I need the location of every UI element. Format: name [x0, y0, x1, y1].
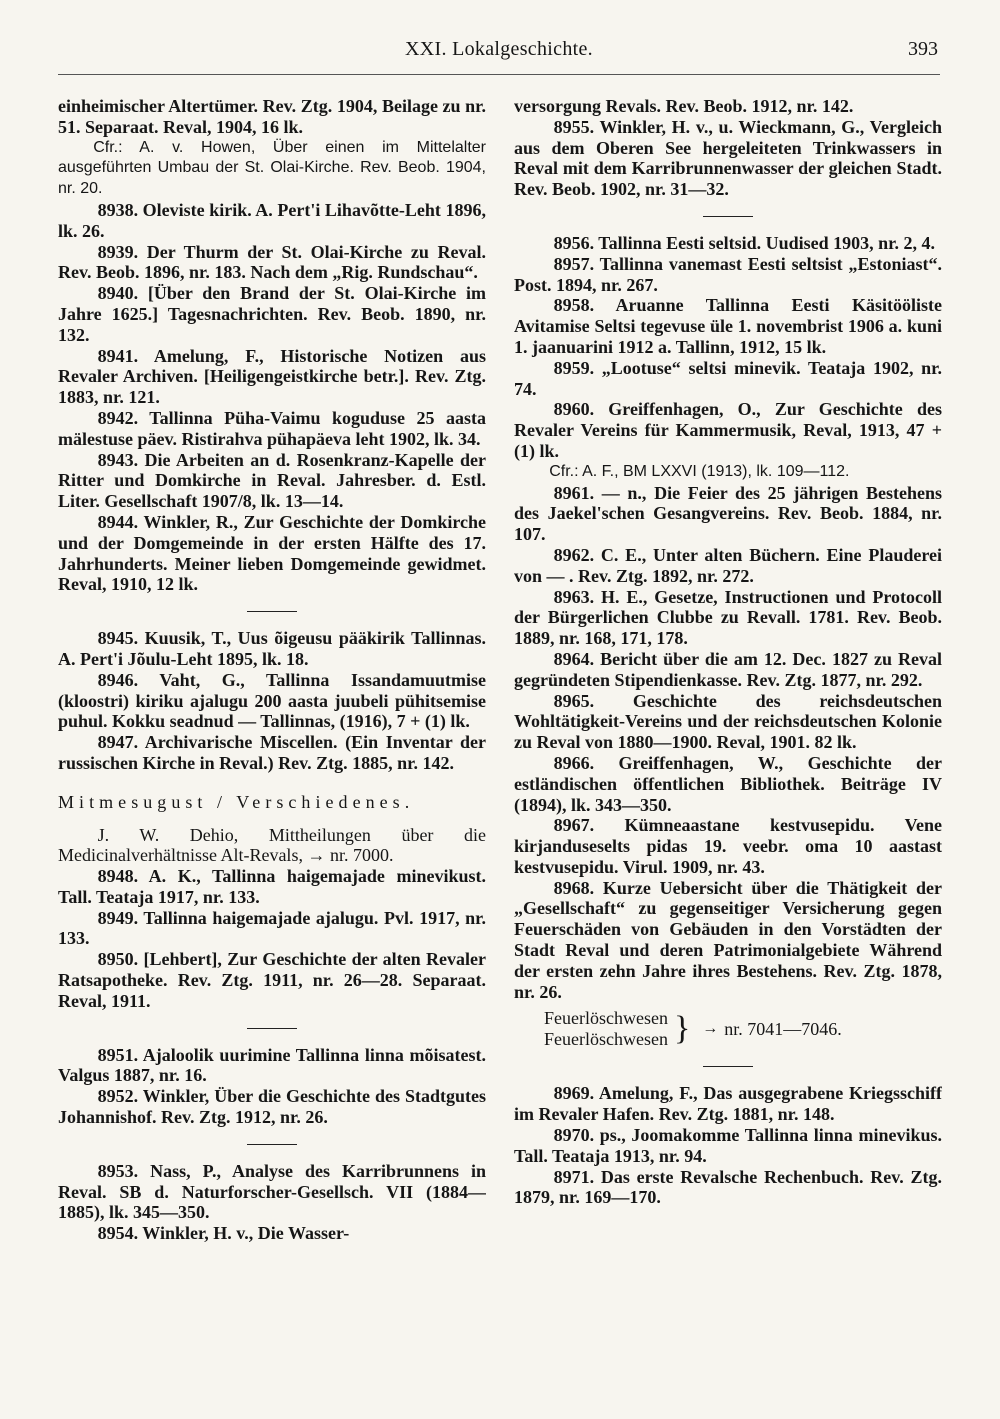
section-divider	[703, 1066, 753, 1067]
cross-reference-block	[544, 1008, 942, 1050]
arrow-right-icon: →	[702, 1020, 719, 1038]
cross-reference-note: Cfr.: A. F., BM LXXVI (1913), lk. 109—112.	[549, 462, 850, 480]
bibliography-entry-8945: 8945. Kuusik, T., Uus õigeusu pääkirik Tallinnas. A. Pert'i Jõulu-Leht 1895, lk. 18.	[58, 628, 486, 669]
bibliography-entry-8948: 8948. A. K., Tallinna haigemajade minevikust. Tall. Teataja 1917, nr. 133.	[58, 866, 486, 907]
cross-reference-term: Feuerlöschwesen	[544, 1029, 668, 1050]
bibliography-entry-8954: 8954. Winkler, H. v., Die Wasser-	[97, 1223, 350, 1244]
section-divider	[247, 1028, 297, 1029]
page-title: XXI. Lokalgeschichte.	[405, 38, 593, 60]
bibliography-entry-8963: 8963. H. E., Gesetze, Instructionen und Protocoll der Bürgerlichen Clubbe zu Revall. 1781. Rev. Beob. 1889, nr. 168, 171, 178.	[514, 586, 942, 649]
section-divider	[247, 1144, 297, 1145]
bibliography-entry-8941: 8941. Amelung, F., Historische Notizen aus Revaler Archiven. [Heiligengeistkirche betr.]. Rev. Ztg. 1883, nr. 121.	[58, 345, 486, 408]
bibliography-entry-8939: 8939. Der Thurm der St. Olai-Kirche zu Reval. Rev. Beob. 1896, nr. 183. Nach dem „Rig. Rundschau“.	[58, 241, 486, 283]
cross-reference-term: Feuerlöschwesen	[544, 1008, 668, 1029]
bibliography-entry-8940: 8940. [Über den Brand der St. Olai-Kirche im Jahre 1625.] Tagesnachrichten. Rev. Beob. 1890, nr. 132.	[58, 283, 486, 345]
bibliography-entry-8961: 8961. — n., Die Feier des 25 jährigen Bestehens des Jaekel'schen Gesangvereins. Rev. Beob. 1884, nr. 107.	[514, 482, 942, 545]
section-divider	[703, 216, 753, 217]
bibliography-entry-8960: 8960. Greiffenhagen, O., Zur Geschichte des Revaler Vereins für Kammermusik, Reval, 1913, 47 + (1) lk.	[514, 399, 942, 461]
right-column	[514, 96, 942, 1396]
bibliography-entry-8951: 8951. Ajaloolik uurimine Tallinna linna mõisatest. Valgus 1887, nr. 16.	[58, 1044, 486, 1086]
bibliography-entry-8946: 8946. Vaht, G., Tallinna Issandamuutmise (kloostri) kiriku ajalugu 200 aasta juubeli pühitsemise puhul. Kokku seadnud — Tallinnas, (1916), 7 + (1) lk.	[58, 669, 486, 732]
bibliography-entry-8971: 8971. Das erste Revalsche Rechenbuch. Rev. Ztg. 1879, nr. 169—170.	[514, 1166, 942, 1208]
bibliography-reference-dehio: J. W. Dehio, Mittheilungen über die Medicinalverhältnisse Alt-Revals, → nr. 7000.	[58, 824, 486, 866]
bibliography-entry-continuation: versorgung Revals. Rev. Beob. 1912, nr. 142.	[514, 96, 854, 116]
cross-reference-note: Cfr.: A. v. Howen, Über einen im Mittelalter ausgeführten Umbau der St. Olai-Kirche. Rev. Beob. 1904, nr. 20.	[58, 138, 486, 198]
bibliography-entry-8949: 8949. Tallinna haigemajade ajalugu. Pvl. 1917, nr. 133.	[58, 907, 486, 949]
section-heading: Mitmesugust / Verschiedenes.	[58, 791, 415, 812]
page-number: 393	[908, 38, 938, 60]
bibliography-entry-8959: 8959. „Lootuse“ seltsi minevik. Teataja 1902, nr. 74.	[514, 357, 942, 399]
bibliography-entry-8969: 8969. Amelung, F., Das ausgegrabene Kriegsschiff im Revaler Hafen. Rev. Ztg. 1881, nr. 148.	[514, 1083, 942, 1125]
bibliography-entry-8942: 8942. Tallinna Püha-Vaimu koguduse 25 aasta mälestuse päev. Ristirahva pühapäeva leht 1902, lk. 34.	[58, 407, 486, 449]
section-divider	[247, 611, 297, 612]
bibliography-entry-8962: 8962. C. E., Unter alten Büchern. Eine Plauderei von — . Rev. Ztg. 1892, nr. 272.	[514, 544, 942, 586]
bibliography-entry-8938: 8938. Oleviste kirik. A. Pert'i Lihavõtte-Leht 1896, lk. 26.	[58, 199, 486, 241]
bibliography-entry-8957: 8957. Tallinna vanemast Eesti seltsist „Estoniast“. Post. 1894, nr. 267.	[514, 253, 942, 295]
cross-reference-terms	[544, 1008, 668, 1050]
bibliography-entry-8958: 8958. Aruanne Tallinna Eesti Käsitööliste Avitamise Seltsi tegevuse üle 1. novembrist 1906 a. kuni 1. jaanuarini 1912 a. Tallinn, 1912, 15 lk.	[514, 295, 942, 357]
bibliography-entry-8955: 8955. Winkler, H. v., u. Wieckmann, G., Vergleich aus dem Oberen See hergeleiteten Trinkwassers in Reval mit dem Karribrunnenwasser der gleichen Stadt. Rev. Beob. 1902, nr. 31—32.	[514, 116, 942, 200]
bibliography-entry-8944: 8944. Winkler, R., Zur Geschichte der Domkirche und der Domgemeinde in der ersten Hälfte des 17. Jahrhunderts. Meiner lieben Domgemeinde gewidmet. Reval, 1910, 12 lk.	[58, 511, 486, 595]
bibliography-entry-8943: 8943. Die Arbeiten an d. Rosenkranz-Kapelle der Ritter und Domkirche in Reval. Jahresber. d. Estl. Liter. Gesellschaft 1907/8, lk. 13—14.	[58, 449, 486, 512]
bibliography-entry-8956: 8956. Tallinna Eesti seltsid. Uudised 1903, nr. 2, 4.	[553, 232, 936, 253]
bibliography-entry-8968: 8968. Kurze Uebersicht über die Thätigkeit der „Gesellschaft“ zu gegenseitiger Versicherung gegen Feuerschäden von Gebäuden in den Vorstädten der Stadt Reval und deren Patrimonialgebiete Während der ersten zehn Jahre ihres Bestehens. Rev. Ztg. 1878, nr. 26.	[514, 877, 942, 1002]
bibliography-entry-8952: 8952. Winkler, Über die Geschichte des Stadtgutes Johannishof. Rev. Ztg. 1912, nr. 26.	[58, 1086, 486, 1128]
bibliography-entry-8950: 8950. [Lehbert], Zur Geschichte der alten Revaler Ratsapotheke. Rev. Ztg. 1911, nr. 26—28. Separaat. Reval, 1911.	[58, 949, 486, 1011]
running-header	[58, 34, 940, 75]
bibliography-entry-8967: 8967. Kümneaastane kestvusepidu. Vene kirjanduseselts pidas 19. veebr. oma 10 aastast kestvusepidu. Virul. 1909, nr. 43.	[514, 815, 942, 877]
bibliography-entry-8953: 8953. Nass, P., Analyse des Karribrunnens in Reval. SB d. Naturforscher-Gesellsch. VII (1884—1885), lk. 345—350.	[58, 1160, 486, 1223]
bibliography-entry-continuation: einheimischer Altertümer. Rev. Ztg. 1904, Beilage zu nr. 51. Separaat. Reval, 1904, 16 lk.	[58, 96, 486, 137]
bibliography-entry-8947: 8947. Archivarische Miscellen. (Ein Inventar der russischen Kirche in Reval.) Rev. Ztg. 1885, nr. 142.	[58, 732, 486, 773]
bibliography-entry-8966: 8966. Greiffenhagen, W., Geschichte der estländischen öffentlichen Bibliothek. Beiträge IV (1894), lk. 343—350.	[514, 752, 942, 815]
bibliography-entry-8970: 8970. ps., Joomakomme Tallinna linna minevikus. Tall. Teataja 1913, nr. 94.	[514, 1125, 942, 1166]
cross-reference-target: nr. 7041—7046.	[724, 1019, 842, 1040]
left-column	[58, 96, 486, 1396]
bibliography-entry-8965: 8965. Geschichte des reichsdeutschen Wohltätigkeit-Vereins und der reichsdeutschen Kolonie zu Reval von 1880—1900. Reval, 1901. 82 lk.	[514, 690, 942, 753]
bibliography-entry-8964: 8964. Bericht über die am 12. Dec. 1827 zu Reval gegründeten Stipendienkasse. Rev. Ztg. 1877, nr. 292.	[514, 648, 942, 690]
brace-icon: }	[673, 1010, 691, 1048]
